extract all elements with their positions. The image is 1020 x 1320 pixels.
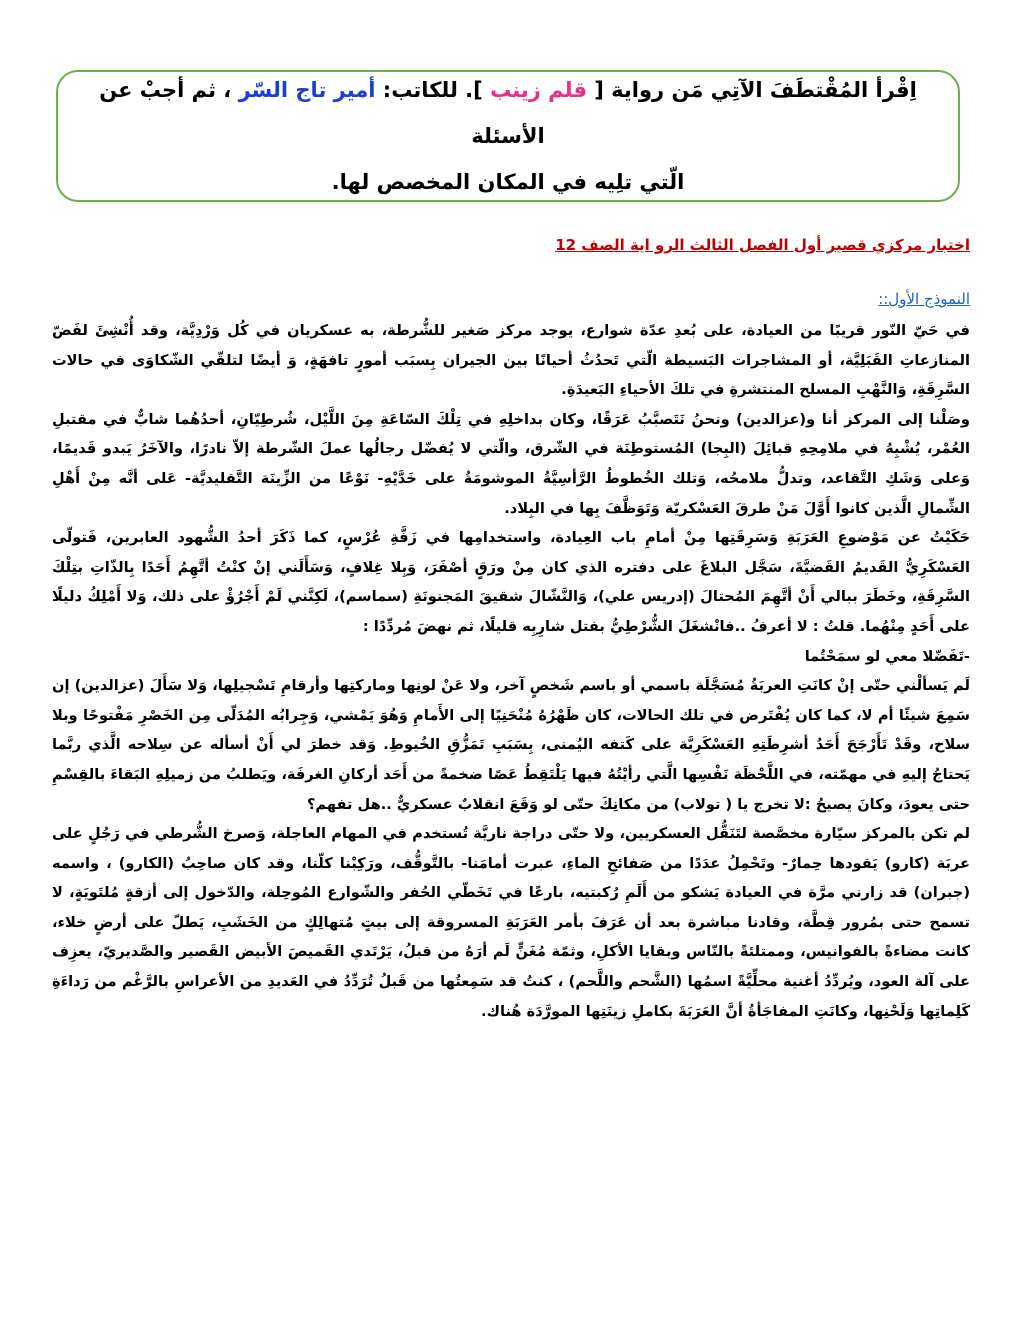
paragraph: وصَلْنا إلى المركز أنا و(عزالدين) ونحنُ نَتَصبَّبُ عَرَقًا، وكان بداخلِهِ في تِلْكَ السّاعَةِ مِنَ اللَّيْل، شُرطِيّانِ، أحدُهُما شابٌّ في مقتبلِ العُمْر، يُشْبِهُ في ملامِحِهِ قبائِلَ (البِجا) المُستوطِنَة في الشّرق، والّتي لا يُفضّل رجالُها عملَ الشّرطة إلاّ نادرًا، والآخَرُ يَبدو قَديمًا، وَعلى وَشَكِ التَّقاعد، وتدلُّ ملامحُه، وَتلك الخُطوطُ الرَّأسِيَّةُ الموشومَةُ على خَدَّيْهِ- نَوْعًا من الزِّينَة التَّقليديَّة- عَلى أنَّه مِنْ أَهْلِ الشِّمالِ الَّذين كانوا أَوَّلَ مَنْ طرقَ العَسْكريّة وَتَوَظَّفَ بِها في البِلاد. xyxy=(52,410,970,517)
novel-title: قلم زينب xyxy=(490,78,587,102)
instruction-box xyxy=(56,70,960,202)
quiz-title: اختبار مركزي قصير أول الفصل الثالث الرو اية الصف 12 xyxy=(555,236,970,254)
instruction-part1: اِقْرأ المُقْتطَفَ الآتِي مَن رواية [ xyxy=(586,78,917,102)
paragraph: في حَيّ النّور قريبًا من العيادة، على بُعدِ عدّة شوارع، يوجد مركز صَغير للشُّرطة، به عسكريان في كُل وَرْدِيَّة، وقد أُنْشِئَ لفَضّ المنازعاتِ القَبَلِيَّة، أو المشاجرات البَسيطة الّتي تَحدُثُ أحيانًا بين الجيران بِسبَب أمورٍ تافهَةٍ، وَ أيضًا لتلقّي الشّكاوَى في حالات السَّرِقَةِ، وَالنَّهْبِ المسلح المنتشرةِ في تلكَ الأحياءِ البَعيدَةِ. xyxy=(52,322,970,399)
instruction-part3: ، ثم أجبْ عن الأسئلة xyxy=(99,78,545,148)
instruction-line2: الّتي تلِيه في المكان المخصص لها. xyxy=(331,170,685,194)
author-name: أمير تاج السّر xyxy=(238,78,376,102)
passage xyxy=(52,316,970,1026)
paragraph: حَكَيْتُ عن مَوْضوعِ العَرَبَةِ وَسَرِقَتِها مِنْ أمامِ باب العِيادة، واستخدامِها في زَفَّةِ عُرْسٍ، كما ذَكَرَ أحدُ الشُّهود العابرين، فَتولّى العَسْكَرِيُّ القَديمُ القَضيَّةَ، سَجَّل البلاغَ على دفتره الذي كان مِنْ ورَقٍ أصْفَرَ، وَبِلا غِلافٍ، وَسَأَلَني إنْ كنْتُ أتَّهِمُ أَحَدًا بِالذّاتِ بتِلْكَ السَّرِقَةِ، وخَطَرَ ببالي أَنْ أتَّهِمَ المُحتالَ (إدريس علي)، وَالنَّشّالَ شقيقَ المَجنونَةِ (سماسم)، لَكِنَّني لَمْ أَجْرُؤْ على ذلك، وَلا أَمْلِكُ دليلًا على أَحَدٍ مِنْهُما. قلتُ : لا أعرفُ ..فانْشغَلَ الشُّرْطِيُّ بفتل شارِبِه قليلًا، ثم نهضَ مُردِّدًا : xyxy=(52,529,970,635)
model-title: النموذج الأول:: xyxy=(878,290,970,308)
paragraph: لَم يَسألْني حتّى إنْ كانَتِ العربَةُ مُسَجَّلَة باسمي أو باسم شَخصٍ آخر، ولا عَنْ لونِها وماركتِها وأرقامِ تَسْجيلِها، وَلا سَأَلَ (عزالدين) إن سَمِعَ شيئًا أم لا، كما كان يُفْتَرض في تلك الحالات، كان ظَهْرُهُ مُنْحَنِيًا إلى الأَمامِ وَهُوَ يَمْشي، وَجِرابُه المُدَلّى مِن الخَصْرِ مَفْتوحًا وبلا سلاح، وقَدْ تَأَرْجَحَ أَحَدُ أشرِطَتِهِ العَسْكَرِيَّة على كَتفه اليُمنى، بِسَبَبِ تَمَزُّقِ الخُيوطِ. وَقد خطرَ لي أَنْ أسأله عن سِلاحه الَّذي ربَّما يَحتاجُ إليهِ في مهمّته، في اللَّحْظَة نَفْسِها الَّتي رأيْتُهُ فيها يَلْتَقِطُ عَصًا ضخمةً من أَحَد أركانِ الغرفَة، ويَطلبُ من زميلِهِ البَقاءَ بالقِسْمِ حتى يعودَ، وكانَ يصيحُ :لا تخرج يا ( تولاب) من مكانِكَ حتّى لو وَقَعَ انقلابٌ عسكريٌّ ..هل تفهم؟ xyxy=(52,677,970,813)
instruction-part2: ]. للكاتب: xyxy=(375,78,491,102)
paragraph: -تَفَضّلا معي لو سمَحْتُما xyxy=(804,647,970,665)
instruction-text xyxy=(98,67,918,205)
paragraph: لم تكن بالمركز سيّارة مخصَّصة لتَنَقُّل العسكريين، ولا حتّى دراجة ناريَّة تُستخدم في المهام العاجلة، وَصرخ الشُّرطي في رَجُلٍ على عربَة (كارو) يَقودها حِمارٌ- وتَحْمِلُ عدَدًا من صَفائحِ الماءِ، عبرت أمامَنا- بالتَّوقُّف، ورَكِبْنا كلّنا، وقد كان صاحِبُ (الكارو) ، واسمه (جبران) قد زارني مرَّة في العيادة يَشكو من أَلَمِ رُكبتيه، بارعًا في تَخَطّي الحُفر والشّوارع المُوحِلة، والدّخول إلى أزقةٍ مُلتَويَةٍ، لا تسمح حتى بمُرور قِطَّة، وقادنا مباشرة بعد أن عَرَفَ بأمر العَرَبَةِ المسروقة إلى بيتٍ مُتهالِكٍ من الخَشَبِ، يَطلّ على أرضٍ خلاء، كانت مضاءةً بالفوانيس، وممتلئةً بالنّاس وبقايا الأكلِ، وثمّة مُغَنٍّ لَم أرَهُ من قبلُ، يَرْتَدي القَميصَ الأبيض القَصير والصَّديريّ، يعزِف على آلة العود، ويُردِّدُ أغنية محلِّيَّةً اسمُها (الشَّحم واللَّحم) ، كنتُ قد سَمِعتُها من قَبلُ تُرَدِّدُ في العَديدِ من الأعراسِ بالرَّغْم من رَداءَةِ كَلِماتِها وَلَحْنِها، وكانَتِ المفاجَأةُ أنَّ العَرَبَةَ بكاملِ زينَتِها المورَّدَة هُناك. xyxy=(52,825,970,1020)
